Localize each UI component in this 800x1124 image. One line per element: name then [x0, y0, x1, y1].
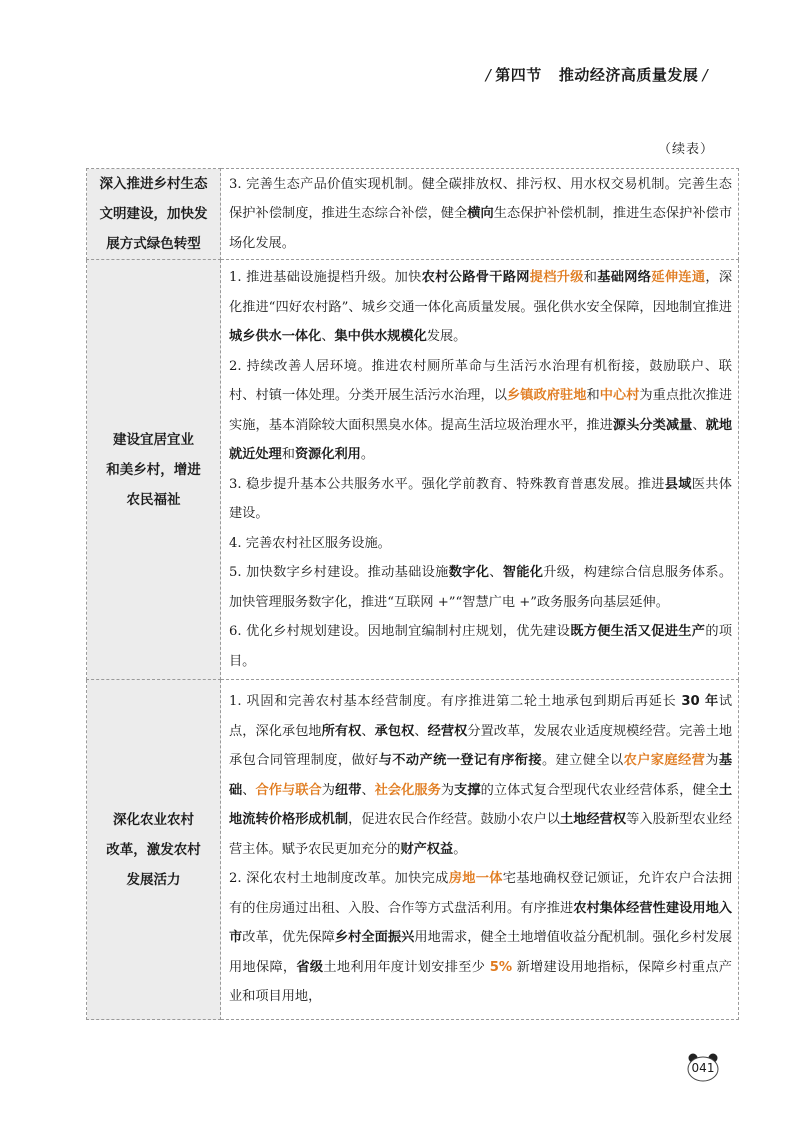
paragraph — [229, 864, 732, 1012]
heading-line: 农民福祉 — [126, 491, 181, 508]
bold-term: 基础网络 — [597, 270, 652, 285]
text-run: 分置改革，发展农业适度规模经营。完善土地承包合同管理制度，做好 — [229, 723, 733, 769]
bold-term: 既方便生活又促进生产 — [570, 624, 706, 639]
header-slash-right: / — [702, 66, 708, 84]
text-run: ，促进农民合作经营。鼓励小农户以 — [348, 812, 560, 828]
bold-term: 经营权 — [427, 723, 468, 739]
text-run: 为 — [440, 782, 455, 798]
bold-term: 土地流转价格形成机制 — [229, 782, 733, 828]
text-run: 。 — [453, 841, 467, 857]
bold-term: 智能化 — [502, 565, 544, 580]
bold-term: 纽带 — [334, 782, 362, 798]
text-run: 和 — [583, 270, 598, 285]
paragraph — [229, 558, 732, 617]
text-run: 宅基地确权登记颁证，允许农户合法拥有的住房通过出租、入股、合作等方式盘活利用。有序推进 — [229, 871, 733, 916]
text-run: 为 — [321, 782, 335, 798]
running-header — [482, 64, 712, 85]
text-run: 、 — [692, 417, 706, 433]
heading-line: 深入推进乡村生态 — [99, 176, 208, 192]
bold-term: 支撑 — [454, 782, 481, 798]
paragraph — [229, 263, 732, 352]
highlight-term: 农户家庭经营 — [623, 753, 706, 769]
highlight-term: 房地一体 — [448, 871, 503, 887]
header-slash-left: / — [485, 66, 492, 84]
bold-term: 土地经营权 — [559, 812, 627, 828]
text-run: 生态保护补偿机制，推进生态保护补偿市场化发展。 — [229, 206, 733, 251]
table-row — [87, 680, 739, 1020]
highlight-term: 合作与联合 — [255, 782, 322, 798]
bold-term: 乡村全面振兴 — [334, 930, 415, 946]
bold-term: 农村集体经营性建设用地入市 — [229, 900, 733, 946]
text-run: 、 — [361, 723, 375, 739]
bold-term: 横向 — [467, 206, 494, 222]
row-content — [221, 260, 739, 680]
heading-line: 发展活力 — [126, 871, 181, 888]
text-run: 1. 推进基础设施提档升级。加快 — [229, 270, 422, 285]
paragraph — [229, 170, 732, 259]
text-run: 2. 深化农村土地制度改革。加快完成 — [229, 871, 449, 887]
table-row — [87, 260, 739, 680]
text-run: 和 — [281, 447, 295, 462]
text-run: 6. 优化乡村规划建设。因地制宜编制村庄规划，优先建设 — [229, 624, 571, 639]
text-run: 的项目。 — [229, 624, 733, 669]
highlight-term: 延伸连通 — [651, 270, 706, 285]
bold-term: 财产权益 — [400, 841, 454, 857]
page-number: 041 — [691, 1061, 715, 1075]
text-run: 5. 加快数字乡村建设。推动基础设施 — [229, 565, 449, 580]
text-run: 、 — [361, 782, 375, 798]
paragraph — [229, 617, 732, 676]
highlight-term: 乡镇政府驻地 — [507, 388, 587, 403]
text-run: 、 — [242, 782, 256, 798]
bold-term: 资源化利用 — [294, 447, 361, 462]
bold-term: 30 年 — [681, 694, 719, 710]
text-run: 为重点批次推进实施，基本消除较大面积黑臭水体。提高生活垃圾治理水平，推进 — [229, 388, 733, 433]
text-run: 医共体建设。 — [229, 476, 732, 521]
row-content — [221, 169, 739, 260]
text-run: 、 — [414, 723, 428, 739]
bold-term: 城乡供水一体化 — [229, 329, 322, 344]
text-run: 试点，深化承包地 — [229, 694, 732, 739]
paragraph — [229, 470, 732, 529]
text-run: 等入股新型农业经营主体。赋予农民更加充分的 — [229, 812, 733, 857]
text-run: 2. 持续改善人居环境。推进农村厕所革命与生活污水治理有机衔接，鼓励联户、联村、村镇一体处理。分类开展生活污水治理，以 — [229, 358, 732, 403]
text-run: 3. 稳步提升基本公共服务水平。强化学前教育、特殊教育普惠发展。推进 — [229, 476, 665, 492]
paragraph — [229, 529, 732, 559]
bold-term: 农村公路骨干路网 — [421, 270, 530, 285]
bold-term: 所有权 — [321, 723, 362, 739]
text-run: 、 — [321, 329, 335, 344]
paragraph — [229, 352, 732, 470]
header-section: 第四节 — [495, 66, 542, 84]
content-table — [86, 168, 739, 1020]
bold-term: 基础 — [229, 753, 733, 798]
bold-term: 就地就近处理 — [229, 417, 733, 462]
row-heading — [87, 260, 221, 680]
table-row — [87, 169, 739, 260]
text-run: 土地利用年度计划安排至少 — [323, 959, 490, 975]
text-run: 发展。 — [426, 329, 467, 344]
text-run: 3. 完善生态产品价值实现机制。健全碳排放权、排污权、用水权交易机制。完善生态保护补偿制度，推进生态综合补偿，健全 — [229, 176, 732, 222]
text-run: 。建立健全以 — [541, 753, 624, 769]
row-content — [221, 680, 739, 1020]
highlight-term: 5% — [489, 959, 513, 975]
bold-term: 省级 — [296, 959, 324, 975]
text-run: 新增建设用地指标，保障乡村重点产业和项目用地， — [229, 959, 732, 1005]
text-run: 1. 巩固和完善农村基本经营制度。有序推进第二轮土地承包到期后再延长 — [229, 694, 682, 710]
text-run: 。 — [360, 447, 375, 462]
text-run: 改革，优先保障 — [242, 930, 335, 946]
row-heading — [87, 169, 221, 260]
text-run: 为 — [705, 753, 719, 769]
header-title: 推动经济高质量发展 — [558, 66, 699, 84]
heading-line: 建设宜居宜业 — [113, 431, 194, 448]
heading-line: 改革，激发农村 — [106, 841, 201, 858]
heading-line: 文明建设，加快发 — [99, 206, 208, 222]
continued-label: （续表） — [657, 142, 714, 157]
bold-term: 源头分类减量 — [612, 417, 693, 433]
row-heading — [87, 680, 221, 1020]
heading-line: 深化农业农村 — [113, 811, 194, 828]
bold-term: 承包权 — [374, 723, 415, 739]
highlight-term: 中心村 — [599, 388, 640, 403]
text-run: 、 — [489, 565, 503, 580]
paragraph — [229, 687, 732, 864]
heading-line: 展方式绿色转型 — [106, 236, 201, 252]
heading-line: 和美乡村，增进 — [106, 461, 201, 478]
bold-term: 县域 — [664, 476, 692, 492]
bold-term: 集中供水规模化 — [334, 329, 427, 344]
page-number-badge — [686, 1052, 720, 1080]
text-run: 的立体式复合型现代农业经营体系，健全 — [480, 782, 719, 798]
highlight-term: 提档升级 — [529, 270, 584, 285]
text-run: 4. 完善农村社区服务设施。 — [229, 535, 391, 551]
bold-term: 与不动产统一登记有序衔接 — [378, 753, 542, 769]
bold-term: 数字化 — [448, 565, 490, 580]
highlight-term: 社会化服务 — [374, 782, 441, 798]
text-run: 用地需求，健全土地增值收益分配机制。强化乡村发展用地保障， — [229, 930, 733, 975]
text-run: 升级，构建综合信息服务体系。加快管理服务数字化，推进“互联网 +”“智慧广电 +”政务服务向基层延伸。 — [229, 565, 733, 610]
text-run: 和 — [586, 388, 600, 403]
text-run: ，深化推进“四好农村路”、城乡交通一体化高质量发展。强化供水安全保障，因地制宜推进 — [229, 270, 733, 315]
